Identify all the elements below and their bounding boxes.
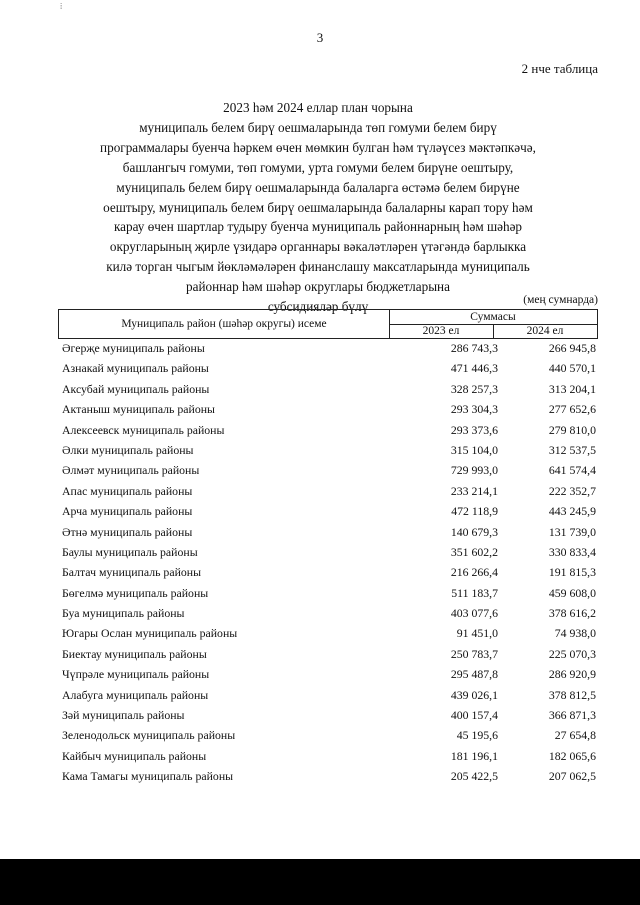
amount-2023: 351 602,2 [450, 544, 498, 559]
page-number: 3 [316, 30, 324, 45]
amount-2024: 279 810,0 [548, 422, 596, 437]
title-line: округларының җирле үзидарә органнары вәкаләтләрен үтәгәндә барлыкка [109, 239, 527, 255]
district-name: Зәй муниципаль районы [62, 708, 185, 723]
table-row [62, 766, 598, 786]
table-row [62, 746, 598, 766]
amount-2023: 472 118,9 [451, 504, 498, 519]
title-line: карау өчен шартлар тудыру буенча муниципаль районнарның һәм шәһәр [113, 219, 523, 235]
amount-2024: 459 608,0 [548, 585, 596, 600]
amount-2024: 277 652,6 [548, 402, 596, 417]
district-name: Арча муниципаль районы [62, 504, 193, 519]
district-name: Кайбыч муниципаль районы [62, 748, 207, 763]
district-name: Әлмәт муниципаль районы [62, 463, 200, 478]
amount-2023: 328 257,3 [450, 381, 498, 396]
title-line: башлангыч гомуми, төп гомуми, урта гомуми белем бирүне оештыру, [122, 159, 514, 175]
amount-2024: 378 812,5 [548, 687, 596, 702]
amount-2023: 315 104,0 [450, 442, 498, 457]
scan-bottom-border [0, 859, 640, 905]
district-name: Зеленодольск муниципаль районы [62, 728, 236, 743]
table-row [62, 440, 598, 460]
amount-2024: 330 833,4 [548, 544, 596, 559]
amount-2024: 74 938,0 [554, 626, 596, 641]
district-name: Биектау муниципаль районы [62, 646, 207, 661]
amount-2024: 225 070,3 [548, 646, 596, 661]
table-row [62, 603, 598, 623]
district-name: Буа муниципаль районы [62, 606, 185, 621]
amount-2023: 400 157,4 [450, 708, 498, 723]
document-title [90, 98, 546, 317]
amount-2024: 443 245,9 [548, 504, 596, 519]
district-name: Баулы муниципаль районы [62, 544, 198, 559]
amount-2023: 403 077,6 [450, 606, 498, 621]
table-row [62, 420, 598, 440]
amount-2024: 27 654,8 [554, 728, 596, 743]
amount-2024: 131 739,0 [548, 524, 596, 539]
district-name: Алабуга муниципаль районы [62, 687, 209, 702]
amount-2023: 91 451,0 [456, 626, 498, 641]
amount-2024: 378 616,2 [548, 606, 596, 621]
amount-2023: 293 373,6 [450, 422, 498, 437]
district-name: Әлки муниципаль районы [62, 442, 194, 457]
title-line: муниципаль белем бирү оешмаларында балаларга өстәмә белем бирүне [116, 179, 520, 195]
title-line: килә торган чыгым йөкләмәләрен финанслашу максатларында муниципаль [106, 259, 530, 275]
district-name: Кама Тамагы муниципаль районы [62, 769, 234, 784]
amount-2024: 312 537,5 [548, 442, 596, 457]
table-row [62, 379, 598, 399]
amount-2024: 641 574,4 [548, 463, 596, 478]
table-row [62, 501, 598, 521]
table-row [62, 522, 598, 542]
amount-2023: 511 183,7 [451, 585, 498, 600]
amount-2023: 216 266,4 [450, 565, 498, 580]
district-name: Азнакай муниципаль районы [62, 361, 209, 376]
table-row [62, 583, 598, 603]
title-line: районнар һәм шәһәр округлары бюджетларына [186, 279, 450, 295]
amount-2024: 207 062,5 [548, 769, 596, 784]
amount-2024: 191 815,3 [548, 565, 596, 580]
column-header-2024: 2024 ел [526, 325, 564, 337]
amount-2023: 729 993,0 [450, 463, 498, 478]
table-row [62, 685, 598, 705]
amount-2023: 45 195,6 [456, 728, 498, 743]
amount-2024: 366 871,3 [548, 708, 596, 723]
table-row [62, 399, 598, 419]
amount-2023: 471 446,3 [450, 361, 498, 376]
district-name: Аксубай муниципаль районы [62, 381, 210, 396]
district-name: Алексеевск муниципаль районы [62, 422, 225, 437]
table-header [58, 309, 598, 339]
units-note: (мең сумнарда) [523, 294, 598, 306]
amount-2024: 440 570,1 [548, 361, 596, 376]
title-line: муниципаль белем бирү оешмаларында төп гомуми белем бирү [139, 119, 497, 135]
amount-2023: 140 679,3 [450, 524, 498, 539]
amount-2023: 439 026,1 [450, 687, 498, 702]
amount-2023: 250 783,7 [450, 646, 498, 661]
title-line: 2023 һәм 2024 еллар план чорына [223, 100, 413, 115]
amount-2024: 266 945,8 [548, 341, 596, 355]
table-row [62, 705, 598, 725]
scan-artifact: ⁞ [60, 2, 63, 11]
amount-2023: 205 422,5 [450, 769, 498, 784]
table-row [62, 664, 598, 684]
table-row [62, 623, 598, 643]
amount-2023: 181 196,1 [450, 748, 498, 763]
amount-2024: 286 920,9 [548, 667, 596, 682]
district-name: Әтнә муниципаль районы [62, 524, 193, 539]
column-header-name: Муниципаль район (шәһәр округы) исеме [59, 310, 390, 338]
amount-2024: 313 204,1 [548, 381, 596, 396]
amount-2023: 295 487,8 [450, 667, 498, 682]
amount-2023: 286 743,3 [450, 341, 498, 355]
amount-2023: 293 304,3 [450, 402, 498, 417]
table-label: 2 нче таблица [521, 61, 598, 76]
table-row [62, 481, 598, 501]
district-name: Балтач муниципаль районы [62, 565, 202, 580]
district-name: Әгерҗе муниципаль районы [62, 341, 205, 355]
amount-2024: 182 065,6 [548, 748, 596, 763]
table-row [62, 644, 598, 664]
table-row [62, 562, 598, 582]
title-line: субсидияләр бүлү [267, 299, 369, 315]
table-row [62, 358, 598, 378]
table-row [62, 338, 598, 358]
district-name: Чүпрәле муниципаль районы [62, 667, 210, 682]
column-header-2023: 2023 ел [389, 324, 494, 338]
district-name: Апас муниципаль районы [62, 483, 193, 498]
table-row [62, 725, 598, 745]
district-name: Актаныш муниципаль районы [62, 402, 215, 417]
title-line: оештыру, муниципаль белем бирү оешмаларында балаларны карап тору һәм [103, 199, 533, 215]
district-name: Бөгелмә муниципаль районы [62, 585, 209, 600]
table-row [62, 542, 598, 562]
table-row [62, 460, 598, 480]
title-line: программалары буенча һәркем өчен мөмкин булган һәм түләүсез мәктәпкәчә, [100, 139, 536, 155]
amount-2024: 222 352,7 [548, 483, 596, 498]
district-name: Югары Ослан муниципаль районы [62, 626, 238, 641]
amount-2023: 233 214,1 [450, 483, 498, 498]
column-header-sums: Суммасы [389, 310, 597, 325]
table-body [62, 338, 598, 787]
